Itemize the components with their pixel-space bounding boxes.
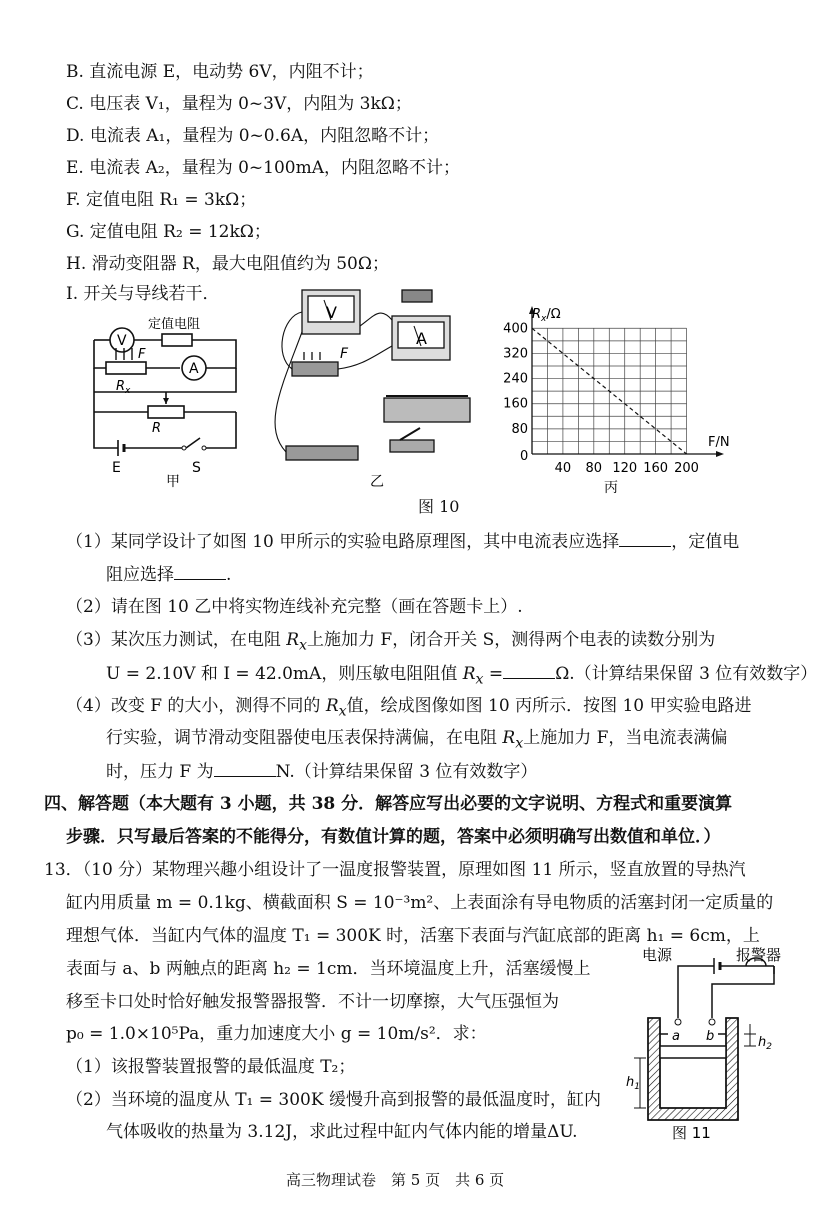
- fig11-contact-a: a: [672, 1029, 680, 1044]
- fig11-power-label: 电源: [642, 946, 673, 964]
- piston: [660, 1046, 726, 1058]
- jia-rheostat-label: R: [152, 421, 162, 436]
- jia-caption: 甲: [166, 474, 180, 490]
- jia-force-label: F: [138, 347, 146, 362]
- chart-xlabel: F/N: [708, 435, 730, 450]
- q13-line: 气体吸收的热量为 3.12J，求此过程中缸内气体内能的增量ΔU.: [106, 1122, 578, 1142]
- x-tick-label: 200: [674, 461, 699, 476]
- q13-line: 13．（10 分）某物理兴趣小组设计了一温度报警装置，原理如图 11 所示，竖直放置的导热汽: [44, 860, 746, 880]
- answer-blank[interactable]: [619, 528, 671, 547]
- y-tick-label: 240: [503, 371, 528, 387]
- bing-caption: 丙: [604, 480, 618, 496]
- pressure-sensor: [292, 362, 338, 376]
- question-4-line-2: 行实验，调节滑动变阻器使电压表保持满偏，在电阻 $R_x$上施加力 F，当电流表满偏: [106, 728, 728, 752]
- figure-10-yi-apparatus: [262, 286, 474, 492]
- figure-10-caption: 图 10: [418, 497, 460, 516]
- figure-10-jia-circuit: [84, 308, 250, 488]
- equipment-item: H. 滑动变阻器 R，最大电阻值约为 50Ω；: [66, 254, 389, 274]
- question-3-line-1: （3）某次压力测试，在电阻 $R_x$上施加力 F，闭合开关 S，测得两个电表的读数分别为: [66, 630, 716, 654]
- x-tick-label: 40: [554, 461, 572, 476]
- x-axis-arrow: [716, 451, 724, 457]
- question-4-line-3: 时，压力 F 为 N.（计算结果保留 3 位有效数字）: [106, 758, 537, 784]
- section-4-heading-2: 步骤．只写最后答案的不能得分，有数值计算的题，答案中必须明确写出数值和单位．）: [66, 827, 721, 847]
- question-3-line-2: U = 2.10V 和 I = 42.0mA，则压敏电阻阻值 $R_x = \Omega$.（计算结果保留 3 位有效数字）: [106, 660, 817, 691]
- question-2: （2）请在图 10 乙中将实物连线补充完整（画在答题卡上）.: [66, 597, 523, 617]
- fig11-h1-label: $h_1$: [626, 1075, 640, 1092]
- figure-10-bing-chart: [494, 300, 744, 496]
- answer-blank[interactable]: [214, 758, 276, 777]
- jia-fixed-resistor-label: 定值电阻: [148, 317, 201, 332]
- question-4-line-1: （4）改变 F 的大小，测得不同的 $R_x$值，绘成图像如图 10 丙所示．按图 10 甲实验电路进: [66, 696, 752, 720]
- fig11-caption: 图 11: [672, 1124, 711, 1142]
- q13-line: （1）该报警装置报警的最低温度 T₂；: [66, 1057, 356, 1077]
- y-tick-label: 400: [503, 321, 528, 337]
- equipment-item: D. 电流表 A₁，量程为 0~0.6A，内阻忽略不计；: [66, 126, 440, 146]
- q13-line: p₀ = 1.0×10⁵Pa，重力加速度大小 g = 10m/s²．求：: [66, 1024, 487, 1044]
- q13-line: 移至卡口处时恰好触发报警器报警．不计一切摩擦，大气压强恒为: [66, 992, 559, 1012]
- chart-origin: 0: [520, 449, 529, 464]
- y-tick-label: 160: [503, 396, 528, 412]
- question-1-line-1: （1）某同学设计了如图 10 甲所示的实验电路原理图，其中电流表应选择 ，定值电: [66, 528, 739, 554]
- equipment-item: B. 直流电源 E，电动势 6V，内阻不计；: [66, 62, 374, 82]
- jia-voltmeter-label: V: [117, 333, 127, 349]
- jia-rx-label: $R_x$: [116, 379, 131, 396]
- switch: [390, 440, 434, 452]
- x-tick-label: 80: [585, 461, 603, 476]
- x-tick-label: 160: [643, 461, 669, 476]
- page-footer: 高三物理试卷 第 5 页 共 6 页: [286, 1171, 505, 1189]
- chart-ylabel: $R_x/\Omega$: [532, 307, 561, 324]
- q13-line: （2）当环境的温度从 T₁ = 300K 缓慢升高到报警的最低温度时，缸内: [66, 1090, 601, 1110]
- yi-ammeter-label: A: [416, 329, 427, 348]
- fig11-h2-label: $h_2$: [758, 1035, 772, 1052]
- jia-switch-label: S: [192, 460, 201, 476]
- fig11-alarm-label: 报警器: [736, 946, 782, 964]
- equipment-item: F. 定值电阻 R₁ = 3kΩ；: [66, 190, 257, 210]
- equipment-item: G. 定值电阻 R₂ = 12kΩ；: [66, 222, 271, 242]
- figure-11-diagram: [628, 944, 790, 1140]
- answer-blank[interactable]: [174, 561, 226, 580]
- y-tick-label: 80: [511, 421, 528, 437]
- chart-axes: [529, 306, 724, 457]
- fig11-contact-b: b: [706, 1029, 715, 1044]
- jia-ammeter-label: A: [189, 361, 199, 377]
- equipment-item: E. 电流表 A₂，量程为 0~100mA，内阻忽略不计；: [66, 158, 461, 178]
- answer-blank[interactable]: [503, 660, 555, 679]
- question-1-line-2: 阻应选择 .: [106, 561, 231, 587]
- equipment-item: C. 电压表 V₁，量程为 0~3V，内阻为 3kΩ；: [66, 94, 412, 114]
- y-tick-label: 320: [503, 346, 528, 362]
- q13-line: 缸内用质量 m = 0.1kg、横截面积 S = 10⁻³m²、上表面涂有导电物质的活塞封闭一定质量的: [66, 893, 774, 913]
- jia-battery-label: E: [112, 460, 121, 476]
- yi-force-label: F: [340, 346, 349, 362]
- rheostat: [384, 398, 470, 422]
- q13-line: 表面与 a、b 两触点的距离 h₂ = 1cm．当环境温度上升，活塞缓慢上: [66, 959, 591, 979]
- yi-caption: 乙: [370, 474, 384, 490]
- battery-box: [286, 446, 358, 460]
- equipment-item: I. 开关与导线若干．: [66, 284, 220, 304]
- section-4-heading-1: 四、解答题（本大题有 3 小题，共 38 分．解答应写出必要的文字说明、方程式和重要演算: [44, 794, 733, 814]
- q13-line: 理想气体．当缸内气体的温度 T₁ = 300K 时，活塞下表面与汽缸底部的距离 h₁ = 6cm，上: [66, 926, 760, 946]
- yi-voltmeter-label: V: [326, 303, 337, 322]
- x-tick-label: 120: [612, 461, 638, 476]
